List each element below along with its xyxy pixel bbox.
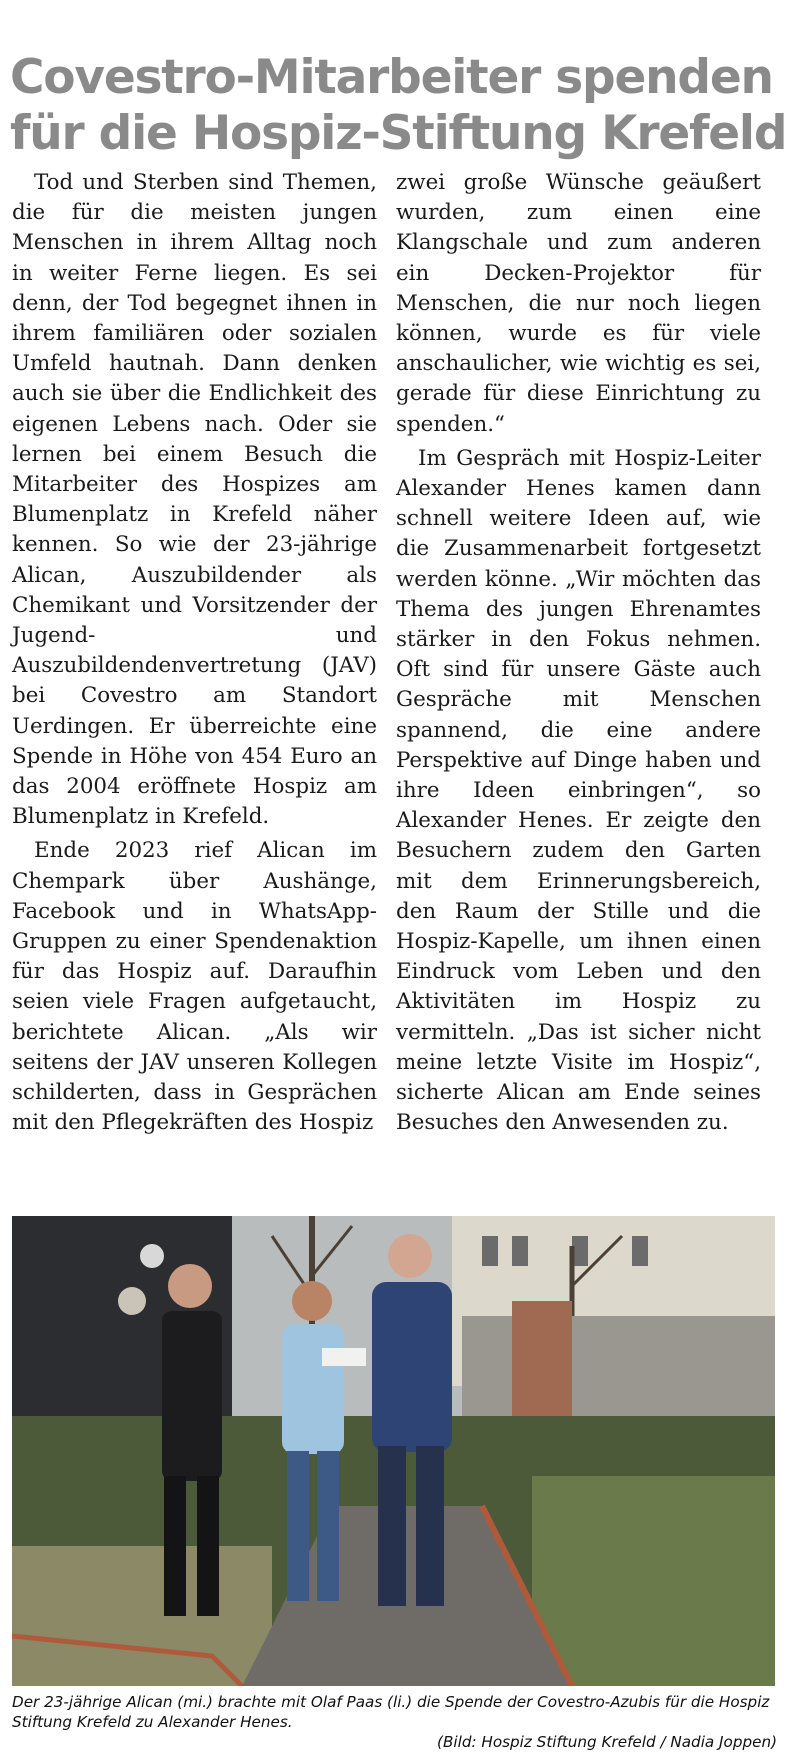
caption-text: Der 23-jährige Alican (mi.) brachte mit Olaf Paas (li.) die Spende der Covestro-Azubis für die Hospiz Stiftung Krefeld zu Alexander Henes. [12,1693,770,1731]
paragraph-spendenaktion: Ende 2023 rief Alican im Chempark über Aushänge, Facebook und in WhatsApp-Gruppen zu einer Spendenaktion für das Hospiz auf. Daraufhin seien viele Fragen aufgetaucht, berichtete Alican. „Als wir seitens der JAV unseren Kollegen schilderten, dass in Gesprächen mit den Pflegekräften des Hospiz [12,838,377,1136]
paragraph-continuation: zwei große Wünsche geäußert wurden, zum einen eine Klangschale und zum anderen ein Decken-Projektor für Menschen, die nur noch liegen können, wurde es für viele anschaulicher, wie wichtig es sei, gerade für diese Einrichtung zu spenden.“ [396,170,761,437]
photo-illustration [12,1216,775,1686]
photo-credit: (Bild: Hospiz Stiftung Krefeld / Nadia Joppen) [437,1733,777,1751]
right-column [396,168,761,1139]
left-column [12,168,377,1139]
photo-caption [12,1692,777,1752]
paragraph-intro: Tod und Sterben sind Themen, die für die meisten jungen Menschen in ihrem Alltag noch in weiter Ferne liegen. Es sei denn, der Tod begegnet ihnen in ihrem familiären oder sozialen Umfeld hautnah. Dann denken auch sie über die Endlichkeit des eigenen Lebens nach. Oder sie lernen bei einem Besuch die Mitarbeiter des Hospizes am Blumenplatz in Krefeld näher kennen. So wie der 23-jährige Alican, Auszubildender als Chemikant und Vorsitzender der Jugend- und Auszubildendenvertretung (JAV) bei Covestro am Standort Uerdingen. Er überreichte eine Spende in Höhe von 454 Euro an das 2004 eröffnete Hospiz am Blumenplatz in Krefeld. [12,170,377,830]
paragraph-gespraech: Im Gespräch mit Hospiz-Leiter Alexander Henes kamen dann schnell weitere Ideen auf, wie die Zusammenarbeit fortgesetzt werden könne. „Wir möchten das Thema des jungen Ehrenamtes stärker in den Fokus nehmen. Oft sind für unsere Gäste auch Gespräche mit Menschen spannend, die eine andere Perspektive auf Dinge haben und ihre Ideen einbringen“, so Alexander Henes. Er zeigte den Besuchern zudem den Garten mit dem Erinnerungsbereich, den Raum der Stille und die Hospiz-Kapelle, um ihnen einen Eindruck vom Leben und den Aktivitäten im Hospiz zu vermitteln. „Das ist sicher nicht meine letzte Visite im Hospiz“, sicherte Alican am Ende seines Besuches den Anwesenden zu. [396,445,761,1136]
article-body [12,168,787,1198]
headline-line-2: für die Hospiz-Stiftung Krefeld [10,106,787,161]
article-photo [12,1216,775,1686]
article-headline [10,50,790,162]
headline-line-1: Covestro-Mitarbeiter spenden [10,50,773,105]
